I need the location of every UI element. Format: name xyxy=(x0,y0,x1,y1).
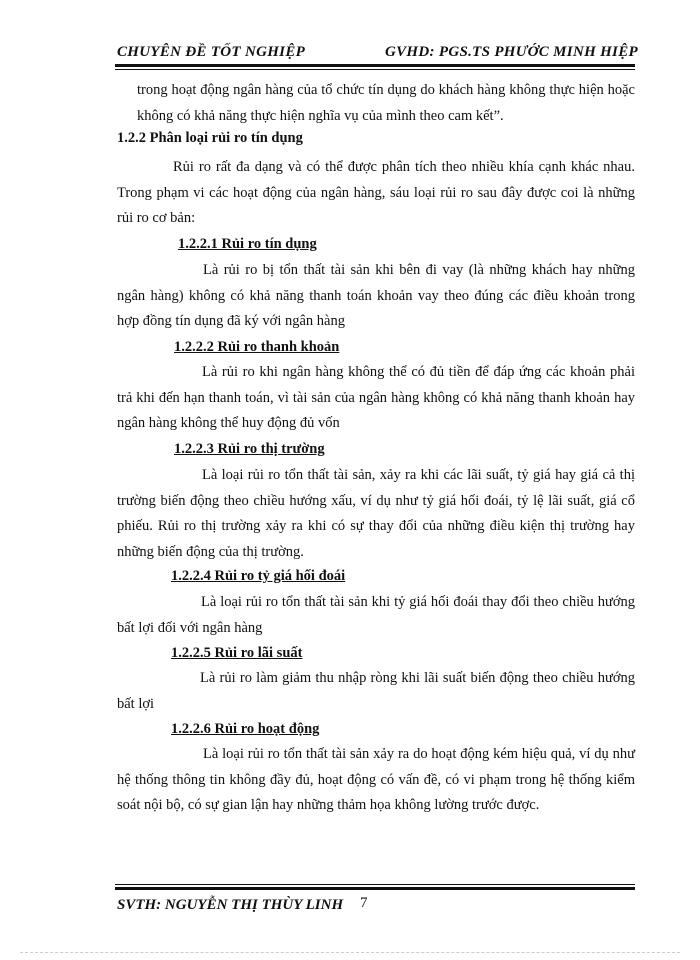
header-title: CHUYÊN ĐỀ TỐT NGHIỆP xyxy=(117,44,306,60)
subsection-text: Là loại rủi ro tổn thất tài sản, xảy ra khi các lãi suất, tỷ giá hay giá cả thị trường biến động theo chiều hướng xấu, ví dụ như tỷ giá hối đoái, tỷ lệ lãi suất, giá cổ phiếu. Rủi ro thị trường xảy ra khi có sự thay đổi của những điều kiện thị trường hay những biến động của thị trường. xyxy=(117,467,635,560)
subsection-title: 1.2.2.4 Rủi ro tỷ giá hối đoái xyxy=(171,568,346,584)
page-number: 7 xyxy=(360,895,368,911)
section-body: Rủi ro rất đa dạng và có thể được phân tích theo nhiều khía cạnh khác nhau. Trong phạm vi các hoạt động của ngân hàng, sáu loại rủi ro sau đây được coi là những rủi ro cơ bản: xyxy=(117,159,635,226)
subsection-title: 1.2.2.1 Rủi ro tín dụng xyxy=(178,236,317,252)
header-rule-thin xyxy=(115,69,635,70)
subsection-text: Là loại rủi ro tổn thất tài sản khi tỷ giá hối đoái thay đổi theo chiều hướng bất lợi đối với ngân hàng xyxy=(117,594,635,636)
subsection-title: 1.2.2.6 Rủi ro hoạt động xyxy=(171,721,320,737)
subsection-text: Là loại rủi ro tổn thất tài sản xảy ra do hoạt động kém hiệu quả, ví dụ như hệ thống thông tin không đầy đủ, hoạt động có vấn đề, có vi phạm trong hệ thống kiểm soát nội bộ, có sự gian lận hay những thảm họa không lường trước được. xyxy=(117,746,635,813)
subsection-text: Là rủi ro làm giảm thu nhập ròng khi lãi suất biến động theo chiều hướng bất lợi xyxy=(117,670,635,712)
page-break-line xyxy=(20,952,680,953)
header-advisor: GVHD: PGS.TS PHƯỚC MINH HIỆP xyxy=(385,44,638,60)
footer-rule-thick xyxy=(115,887,635,890)
subsection-title: 1.2.2.5 Rủi ro lãi suất xyxy=(171,645,303,661)
intro-paragraph: trong hoạt động ngân hàng của tổ chức tín dụng do khách hàng không thực hiện hoặc không có khả năng thực hiện nghĩa vụ của mình theo cam kết”. xyxy=(137,82,635,124)
subsection-title: 1.2.2.2 Rủi ro thanh khoản xyxy=(174,339,340,355)
footer-rule-thin xyxy=(115,884,635,885)
header-rule-thick xyxy=(115,64,635,67)
subsection-title: 1.2.2.3 Rủi ro thị trường xyxy=(174,441,325,457)
footer-author: SVTH: NGUYỄN THỊ THÙY LINH xyxy=(117,897,344,913)
subsection-text: Là rủi ro bị tổn thất tài sản khi bên đi vay (là những khách hay những ngân hàng) không có khả năng thanh toán khoản vay theo đúng các điều khoản trong hợp đồng tín dụng đã ký với ngân hàng xyxy=(117,262,635,329)
subsection-text: Là rủi ro khi ngân hàng không thể có đủ tiền để đáp ứng các khoản phải trả khi đến hạn thanh toán, vì tài sản của ngân hàng không có khả năng thanh khoản hay ngân hàng không thể huy động đủ vốn xyxy=(117,364,635,431)
section-title: 1.2.2 Phân loại rủi ro tín dụng xyxy=(117,130,303,146)
